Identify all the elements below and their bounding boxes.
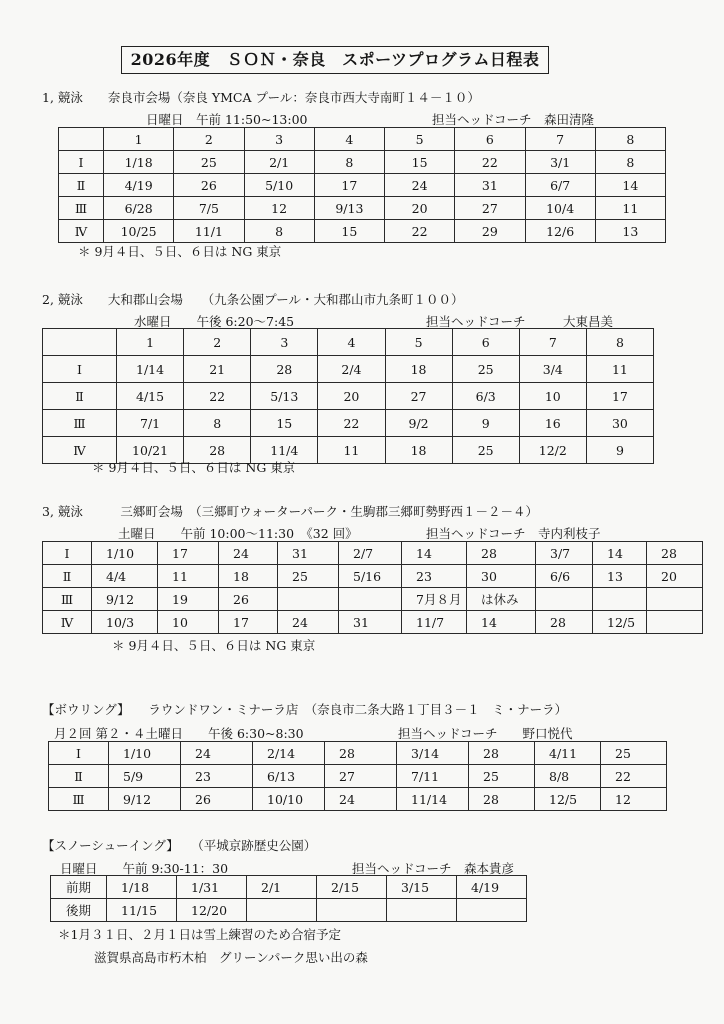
table-cell: 1/31 bbox=[177, 876, 247, 899]
section2-heading: 2, 競泳 大和郡山会場 （九条公園プール・大和郡山市九条町１００） bbox=[42, 292, 464, 307]
table-cell: 28 bbox=[469, 788, 535, 811]
page-title: 2026年度 ＳＯＮ・奈良 スポーツプログラム日程表 bbox=[121, 46, 549, 74]
row-label: Ⅲ bbox=[49, 788, 109, 811]
column-header: 2 bbox=[174, 128, 244, 151]
table-cell: 27 bbox=[455, 197, 525, 220]
table-cell: 23 bbox=[181, 765, 253, 788]
table-cell: 11/14 bbox=[397, 788, 469, 811]
column-header: 7 bbox=[525, 128, 595, 151]
table-cell: 28 bbox=[647, 542, 703, 565]
table-cell: 5/10 bbox=[244, 174, 314, 197]
table-cell: 9/12 bbox=[109, 788, 181, 811]
section2-schedule: 水曜日 午後 6:20～7:45 bbox=[134, 314, 295, 329]
table-cell: 10 bbox=[519, 383, 586, 410]
column-header: 5 bbox=[385, 128, 455, 151]
table-row bbox=[59, 174, 666, 197]
section1-coach: 担当ヘッドコーチ 森田清隆 bbox=[432, 112, 595, 127]
section5-table bbox=[50, 875, 527, 922]
table-row bbox=[43, 356, 654, 383]
row-label: Ⅳ bbox=[43, 437, 117, 464]
table-row bbox=[43, 542, 703, 565]
row-label: Ⅱ bbox=[49, 765, 109, 788]
column-header: 7 bbox=[519, 329, 586, 356]
table-cell: 22 bbox=[385, 220, 455, 243]
table-cell: 7/11 bbox=[397, 765, 469, 788]
table-cell: 15 bbox=[314, 220, 384, 243]
table-row bbox=[59, 151, 666, 174]
table-cell: 6/3 bbox=[452, 383, 519, 410]
column-header: 6 bbox=[452, 329, 519, 356]
table-cell: 8 bbox=[595, 151, 665, 174]
table-cell: 9/13 bbox=[314, 197, 384, 220]
table-cell: 24 bbox=[325, 788, 397, 811]
table-cell: 1/14 bbox=[117, 356, 184, 383]
table-cell bbox=[278, 588, 339, 611]
table-cell: 12/5 bbox=[535, 788, 601, 811]
row-label: Ⅲ bbox=[43, 410, 117, 437]
table-cell: 27 bbox=[385, 383, 452, 410]
table-cell: 8/8 bbox=[535, 765, 601, 788]
section1-heading: 1, 競泳 奈良市会場（奈良 YMCA プール：奈良市西大寺南町１４－１０） bbox=[42, 90, 480, 105]
table-cell: 14 bbox=[402, 542, 467, 565]
table-cell: 11/15 bbox=[107, 899, 177, 922]
table-cell: 10/25 bbox=[104, 220, 174, 243]
table-cell: 31 bbox=[455, 174, 525, 197]
table-cell bbox=[593, 588, 647, 611]
table-cell: 11 bbox=[318, 437, 385, 464]
table-row bbox=[43, 383, 654, 410]
column-header: 8 bbox=[586, 329, 653, 356]
table-cell: 2/1 bbox=[247, 876, 317, 899]
table-cell: 26 bbox=[174, 174, 244, 197]
table-cell bbox=[536, 588, 593, 611]
table-cell: 12/6 bbox=[525, 220, 595, 243]
table-cell: 6/7 bbox=[525, 174, 595, 197]
table-cell: 5/9 bbox=[109, 765, 181, 788]
table-cell: 28 bbox=[325, 742, 397, 765]
section5-note: ＊1月３１日、２月１日は雪上練習のため合宿予定 bbox=[58, 927, 341, 942]
table-cell: 11 bbox=[586, 356, 653, 383]
table-cell: 17 bbox=[219, 611, 278, 634]
table-cell: 28 bbox=[536, 611, 593, 634]
table-cell: 10/3 bbox=[92, 611, 158, 634]
table-cell: 4/4 bbox=[92, 565, 158, 588]
table-row bbox=[43, 410, 654, 437]
table-cell bbox=[247, 899, 317, 922]
section4-heading: 【ボウリング】 ラウンドワン・ミナーラ店 （奈良市二条大路１丁目３－１ ミ・ナーラ） bbox=[42, 702, 568, 717]
column-header: 2 bbox=[184, 329, 251, 356]
header-corner bbox=[59, 128, 104, 151]
table-cell: 25 bbox=[469, 765, 535, 788]
section3-schedule: 土曜日 午前 10:00～11:30 《32 回》 bbox=[118, 526, 358, 541]
table-cell: 3/15 bbox=[387, 876, 457, 899]
table-cell: 12/2 bbox=[519, 437, 586, 464]
table-cell: 11 bbox=[595, 197, 665, 220]
table-cell: 17 bbox=[586, 383, 653, 410]
table-cell: 11/1 bbox=[174, 220, 244, 243]
table-cell: 28 bbox=[251, 356, 318, 383]
table-cell: 20 bbox=[385, 197, 455, 220]
section1-note: ＊ 9月４日、５日、６日は NG 東京 bbox=[78, 244, 282, 259]
table-cell: 10/4 bbox=[525, 197, 595, 220]
table-cell: 26 bbox=[219, 588, 278, 611]
column-header: 5 bbox=[385, 329, 452, 356]
table-cell: 24 bbox=[278, 611, 339, 634]
table-cell: 4/19 bbox=[104, 174, 174, 197]
table-cell: 6/6 bbox=[536, 565, 593, 588]
section5-schedule: 日曜日 午前 9:30-11：30 bbox=[60, 861, 229, 876]
table-cell: 7月８月 bbox=[402, 588, 467, 611]
table-cell: 29 bbox=[455, 220, 525, 243]
row-label: Ⅱ bbox=[43, 383, 117, 410]
table-cell: 3/1 bbox=[525, 151, 595, 174]
table-cell: 2/15 bbox=[317, 876, 387, 899]
table-row bbox=[51, 899, 527, 922]
table-cell: 26 bbox=[181, 788, 253, 811]
table-cell: 8 bbox=[244, 220, 314, 243]
row-label: Ⅳ bbox=[59, 220, 104, 243]
table-cell: 11/7 bbox=[402, 611, 467, 634]
table-cell: 14 bbox=[595, 174, 665, 197]
table-cell: 1/18 bbox=[107, 876, 177, 899]
table-cell: 2/1 bbox=[244, 151, 314, 174]
table-cell: 17 bbox=[314, 174, 384, 197]
column-header: 1 bbox=[117, 329, 184, 356]
table-cell: 24 bbox=[385, 174, 455, 197]
table-cell: 18 bbox=[385, 356, 452, 383]
table-cell: 22 bbox=[318, 410, 385, 437]
table-cell: 25 bbox=[278, 565, 339, 588]
section5-coach: 担当ヘッドコーチ 森本貴彦 bbox=[352, 861, 515, 876]
column-header: 4 bbox=[318, 329, 385, 356]
table-cell: 15 bbox=[385, 151, 455, 174]
table-cell: 6/28 bbox=[104, 197, 174, 220]
row-label: Ⅰ bbox=[43, 542, 92, 565]
table-cell: 25 bbox=[174, 151, 244, 174]
table-cell: 2/4 bbox=[318, 356, 385, 383]
table-cell: 25 bbox=[452, 437, 519, 464]
table-cell: 30 bbox=[586, 410, 653, 437]
table-row bbox=[43, 565, 703, 588]
table-row bbox=[43, 588, 703, 611]
table-cell bbox=[387, 899, 457, 922]
table-cell: 18 bbox=[219, 565, 278, 588]
table-cell: 1/18 bbox=[104, 151, 174, 174]
section1-schedule: 日曜日 午前 11:50~13:00 bbox=[146, 112, 308, 127]
table-cell: 9/2 bbox=[385, 410, 452, 437]
table-cell bbox=[457, 899, 527, 922]
table-cell: 23 bbox=[402, 565, 467, 588]
table-cell: 3/14 bbox=[397, 742, 469, 765]
column-header: 1 bbox=[104, 128, 174, 151]
section4-coach: 担当ヘッドコーチ 野口悦代 bbox=[398, 726, 573, 741]
table-cell: 22 bbox=[455, 151, 525, 174]
row-label: Ⅰ bbox=[49, 742, 109, 765]
row-label: Ⅱ bbox=[59, 174, 104, 197]
table-cell: 8 bbox=[184, 410, 251, 437]
table-row bbox=[43, 611, 703, 634]
table-cell: 22 bbox=[184, 383, 251, 410]
row-label: Ⅳ bbox=[43, 611, 92, 634]
table-cell: 12 bbox=[601, 788, 667, 811]
table-cell: 2/14 bbox=[253, 742, 325, 765]
column-header: 6 bbox=[455, 128, 525, 151]
table-cell: 20 bbox=[647, 565, 703, 588]
table-cell: 1/10 bbox=[92, 542, 158, 565]
column-header: 3 bbox=[244, 128, 314, 151]
table-row bbox=[59, 220, 666, 243]
table-row bbox=[51, 876, 527, 899]
table-cell: 22 bbox=[601, 765, 667, 788]
table-cell: 4/15 bbox=[117, 383, 184, 410]
table-cell: 27 bbox=[325, 765, 397, 788]
table-cell: 19 bbox=[158, 588, 219, 611]
section3-heading: 3, 競泳 三郷町会場 （三郷町ウォーターパーク・生駒郡三郷町勢野西１－２－４） bbox=[42, 504, 539, 519]
table-cell: 5/13 bbox=[251, 383, 318, 410]
table-cell: 25 bbox=[452, 356, 519, 383]
table-cell: 20 bbox=[318, 383, 385, 410]
column-header: 3 bbox=[251, 329, 318, 356]
table-cell: 16 bbox=[519, 410, 586, 437]
table-cell: 11 bbox=[158, 565, 219, 588]
section4-table bbox=[48, 741, 667, 811]
table-cell: 13 bbox=[595, 220, 665, 243]
table-cell bbox=[317, 899, 387, 922]
table-cell: 24 bbox=[219, 542, 278, 565]
table-cell bbox=[647, 611, 703, 634]
table-cell: 28 bbox=[467, 542, 536, 565]
section5-place: 滋賀県高島市朽木柏 グリーンパーク思い出の森 bbox=[94, 950, 368, 965]
section2-note: ＊ 9月４日、５日、６日は NG 東京 bbox=[92, 460, 296, 475]
table-cell: 10/10 bbox=[253, 788, 325, 811]
table-row bbox=[59, 197, 666, 220]
row-label: Ⅲ bbox=[43, 588, 92, 611]
table-cell bbox=[339, 588, 402, 611]
row-label: Ⅰ bbox=[43, 356, 117, 383]
table-cell: 3/7 bbox=[536, 542, 593, 565]
table-row bbox=[49, 765, 667, 788]
table-cell: 9 bbox=[452, 410, 519, 437]
section3-note: ＊ 9月４日、５日、６日は NG 東京 bbox=[112, 638, 316, 653]
section4-schedule: 月２回 第２・４土曜日 午後 6:30~8:30 bbox=[54, 726, 304, 741]
table-cell: 2/7 bbox=[339, 542, 402, 565]
table-cell: 11/4 bbox=[251, 437, 318, 464]
table-cell: 8 bbox=[314, 151, 384, 174]
table-cell: 12 bbox=[244, 197, 314, 220]
table-cell: 10/21 bbox=[117, 437, 184, 464]
column-header: 8 bbox=[595, 128, 665, 151]
table-cell: 18 bbox=[385, 437, 452, 464]
section2-table bbox=[42, 328, 654, 464]
row-label: 後期 bbox=[51, 899, 107, 922]
table-cell: 13 bbox=[593, 565, 647, 588]
table-cell: 31 bbox=[339, 611, 402, 634]
table-cell: 14 bbox=[467, 611, 536, 634]
table-cell: 28 bbox=[469, 742, 535, 765]
row-label: 前期 bbox=[51, 876, 107, 899]
table-row bbox=[49, 788, 667, 811]
table-cell: 9 bbox=[586, 437, 653, 464]
row-label: Ⅰ bbox=[59, 151, 104, 174]
table-cell: 14 bbox=[593, 542, 647, 565]
table-cell: 4/19 bbox=[457, 876, 527, 899]
table-cell: 30 bbox=[467, 565, 536, 588]
table-cell: 9/12 bbox=[92, 588, 158, 611]
table-cell: 6/13 bbox=[253, 765, 325, 788]
table-cell: 3/4 bbox=[519, 356, 586, 383]
table-cell: 21 bbox=[184, 356, 251, 383]
section5-heading: 【スノーシューイング】 （平城京跡歴史公園） bbox=[42, 838, 317, 853]
table-cell: 7/5 bbox=[174, 197, 244, 220]
table-cell: 17 bbox=[158, 542, 219, 565]
row-label: Ⅱ bbox=[43, 565, 92, 588]
section1-table bbox=[58, 127, 666, 243]
section3-coach: 担当ヘッドコーチ 寺内利枝子 bbox=[426, 526, 601, 541]
table-cell: 5/16 bbox=[339, 565, 402, 588]
column-header: 4 bbox=[314, 128, 384, 151]
table-cell: 15 bbox=[251, 410, 318, 437]
table-cell: 10 bbox=[158, 611, 219, 634]
section2-coach: 担当ヘッドコーチ 大東昌美 bbox=[426, 314, 614, 329]
header-corner bbox=[43, 329, 117, 356]
table-cell: 4/11 bbox=[535, 742, 601, 765]
table-cell: 28 bbox=[184, 437, 251, 464]
table-cell: 1/10 bbox=[109, 742, 181, 765]
table-cell: 25 bbox=[601, 742, 667, 765]
table-cell: は休み bbox=[467, 588, 536, 611]
table-cell bbox=[647, 588, 703, 611]
section3-table bbox=[42, 541, 703, 634]
table-cell: 31 bbox=[278, 542, 339, 565]
table-cell: 12/20 bbox=[177, 899, 247, 922]
table-row bbox=[49, 742, 667, 765]
table-cell: 24 bbox=[181, 742, 253, 765]
table-cell: 12/5 bbox=[593, 611, 647, 634]
row-label: Ⅲ bbox=[59, 197, 104, 220]
table-cell: 7/1 bbox=[117, 410, 184, 437]
